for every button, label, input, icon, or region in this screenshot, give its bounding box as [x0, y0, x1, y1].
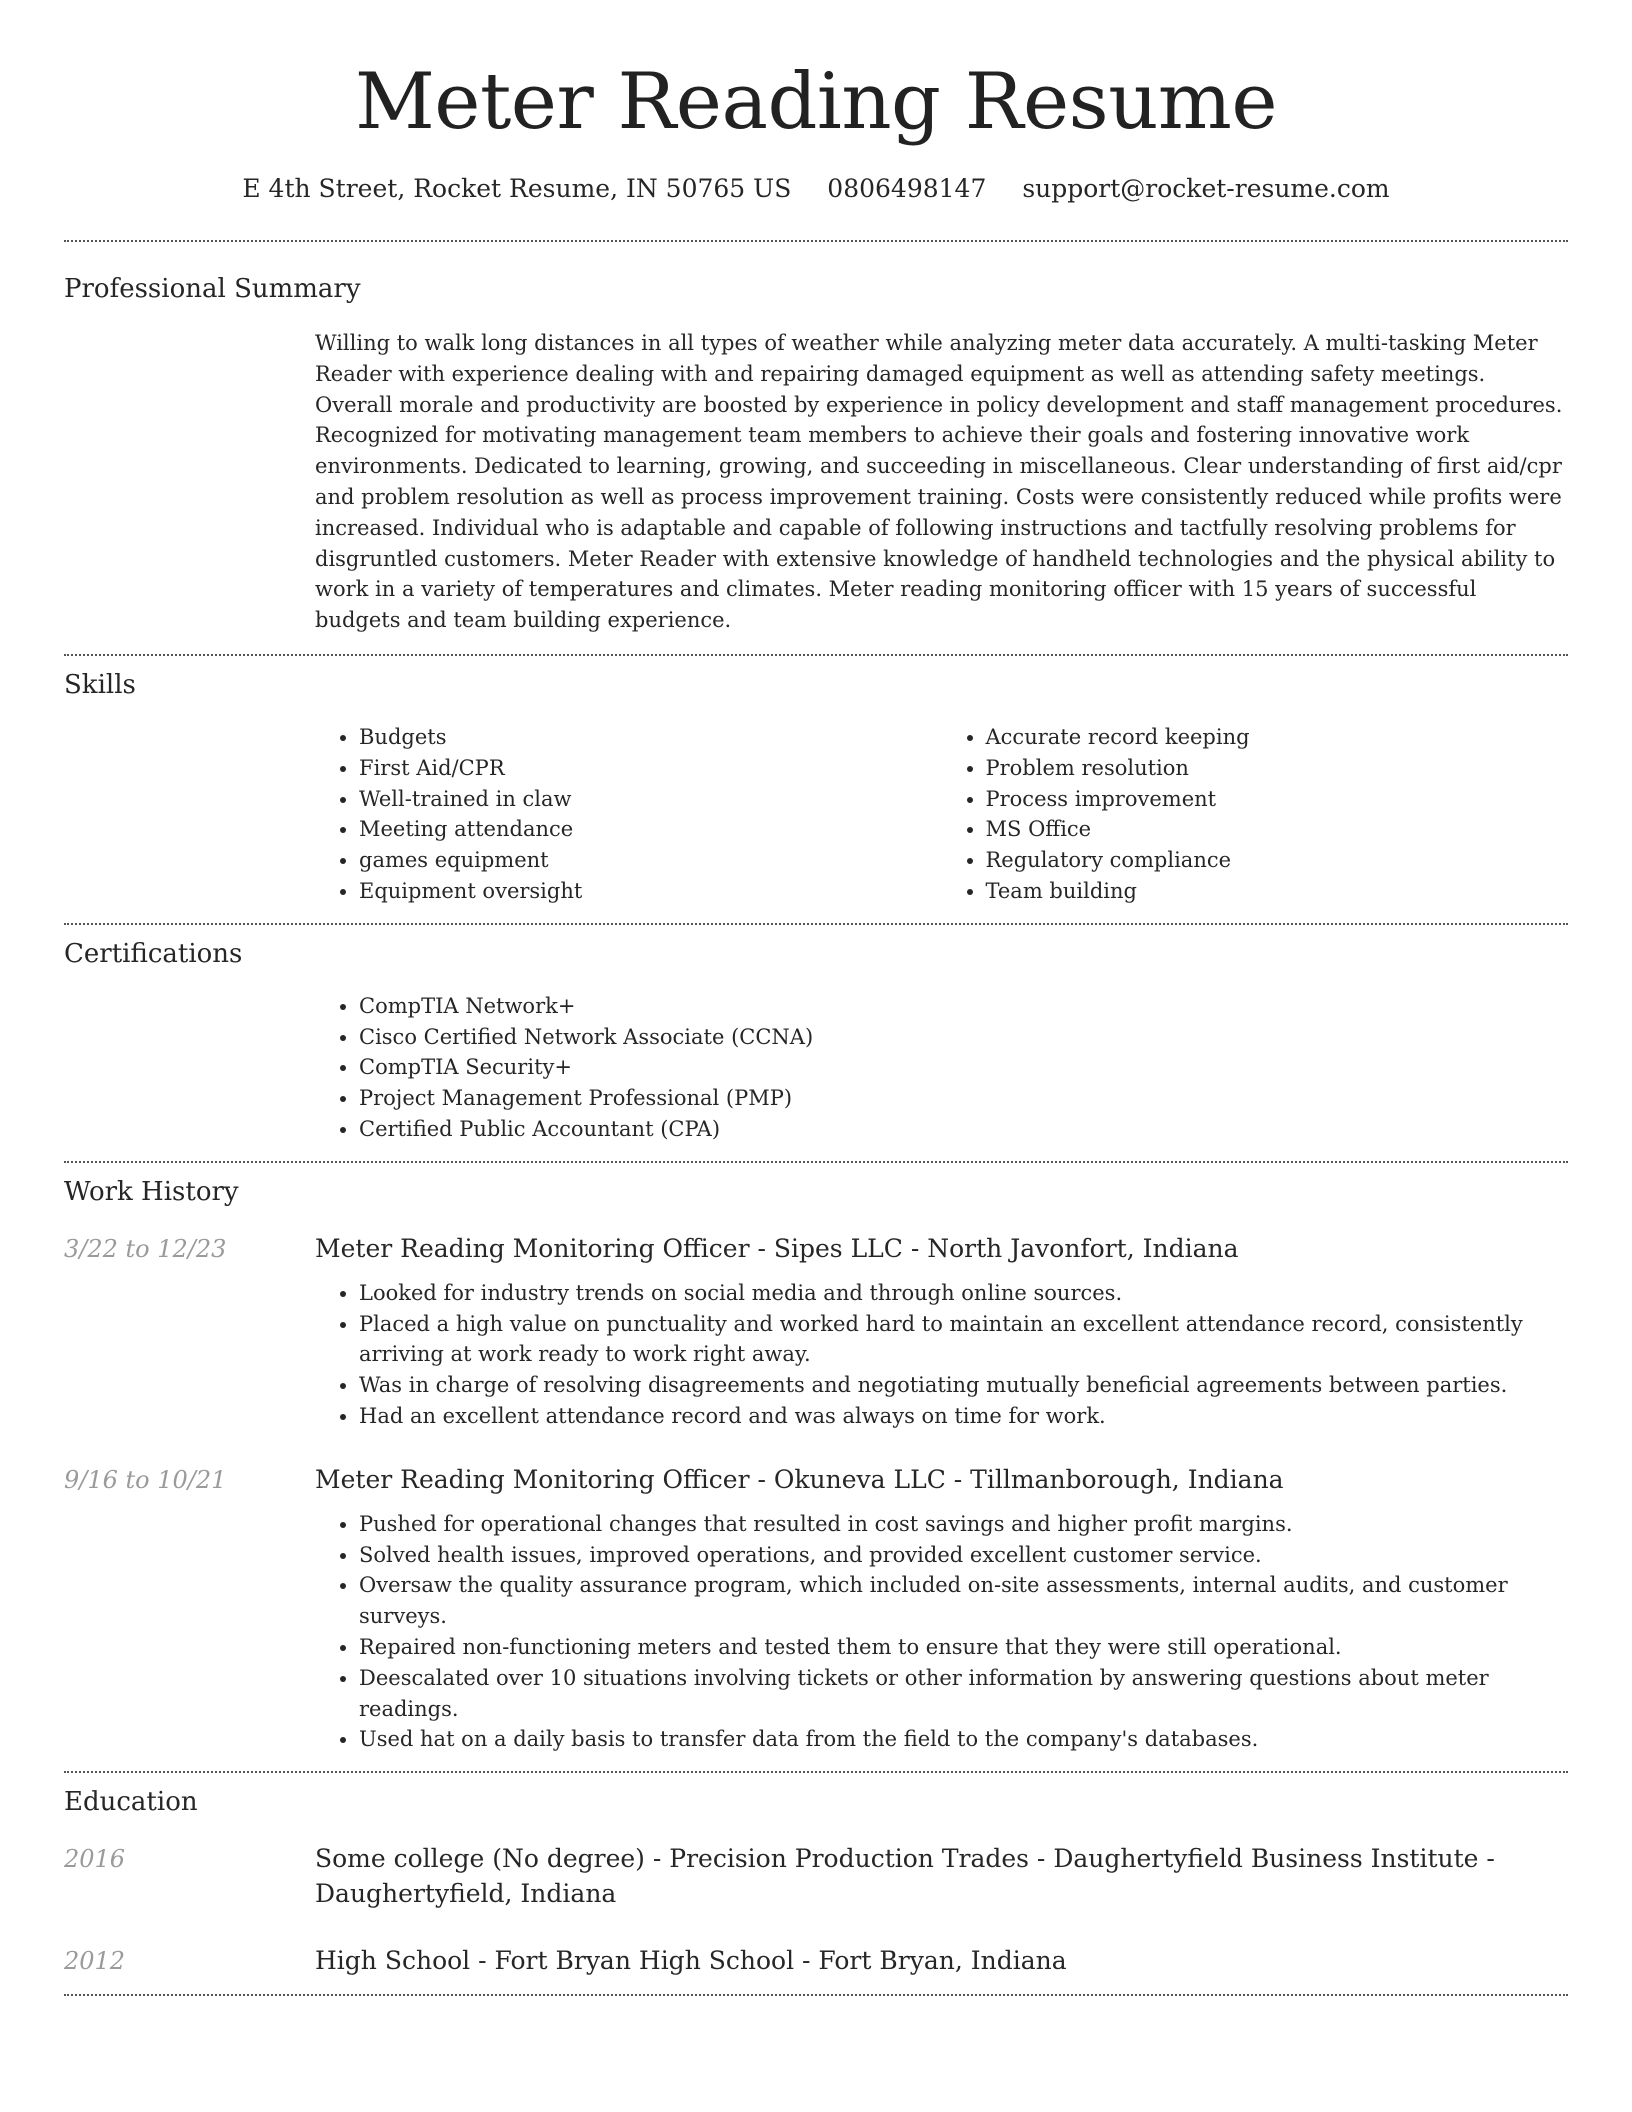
education-entry [64, 1943, 1568, 1994]
skill-item: • MS Office [986, 814, 1569, 845]
job-bullet: • Used hat on a daily basis to transfer data from the field to the company's databases. [359, 1724, 1568, 1755]
job-heading: Meter Reading Monitoring Officer - Okuneva LLC - Tillmanborough, Indiana [315, 1464, 1284, 1494]
skill-item: • Equipment oversight [359, 876, 942, 907]
skills-section [64, 656, 1568, 923]
job-bullet: • Pushed for operational changes that resulted in cost savings and higher profit margins. [359, 1509, 1568, 1540]
skill-item: • games equipment [359, 845, 942, 876]
job-bullet: • Solved health issues, improved operations, and provided excellent customer service. [359, 1540, 1568, 1571]
job-bullet: • Was in charge of resolving disagreements and negotiating mutually beneficial agreements between parties. [359, 1370, 1568, 1401]
job-entry [64, 1462, 1568, 1771]
job-dates: 3/22 to 12/23 [64, 1234, 227, 1263]
education-year: 2016 [64, 1845, 126, 1874]
skill-item: • Accurate record keeping [986, 722, 1569, 753]
education-heading: High School - Fort Bryan High School - Fort Bryan, Indiana [315, 1946, 1067, 1976]
work-history-section [64, 1163, 1568, 1771]
skill-item: • Budgets [359, 722, 942, 753]
job-bullet: • Repaired non-functioning meters and tested them to ensure that they were still operational. [359, 1632, 1568, 1663]
certification-item: • Certified Public Accountant (CPA) [359, 1114, 1568, 1145]
job-bullet: • Looked for industry trends on social media and through online sources. [359, 1278, 1568, 1309]
skill-item: • Team building [986, 876, 1569, 907]
job-bullets [315, 1509, 1568, 1755]
skill-item: • Meeting attendance [359, 814, 942, 845]
certification-item: • CompTIA Security+ [359, 1052, 1568, 1083]
skills-list-left [315, 722, 942, 907]
certification-item: • Cisco Certified Network Associate (CCNA) [359, 1022, 1568, 1053]
education-year: 2012 [64, 1947, 126, 1976]
resume-page [64, 0, 1568, 1996]
section-title-certifications: Certifications [64, 938, 243, 969]
section-title-skills: Skills [64, 669, 136, 700]
job-bullet: • Placed a high value on punctuality and worked hard to maintain an excellent attendance record, consistently arriving at work ready to work right away. [359, 1309, 1568, 1371]
job-dates: 9/16 to 10/21 [64, 1465, 227, 1494]
summary-section [64, 242, 1568, 654]
education-entry [64, 1841, 1568, 1911]
job-bullet: • Deescalated over 10 situations involving tickets or other information by answering questions about meter readings. [359, 1663, 1568, 1725]
certifications-section [64, 925, 1568, 1161]
certification-item: • CompTIA Network+ [359, 991, 1568, 1022]
job-bullets [315, 1278, 1568, 1432]
education-section [64, 1773, 1568, 1994]
education-heading: Some college (No degree) - Precision Production Trades - Daughertyfield Business Institute - Daughertyfield, Indiana [315, 1844, 1495, 1909]
skill-item: • Process improvement [986, 784, 1569, 815]
job-heading: Meter Reading Monitoring Officer - Sipes LLC - North Javonfort, Indiana [315, 1233, 1239, 1263]
job-bullet: • Had an excellent attendance record and was always on time for work. [359, 1401, 1568, 1432]
section-title-work-history: Work History [64, 1176, 239, 1207]
section-title-education: Education [64, 1787, 198, 1818]
summary-text: Willing to walk long distances in all types of weather while analyzing meter data accurately. A multi-tasking Meter Reader with experience dealing with and repairing damaged equipment as well as attending safety meetings. Overall morale and productivity are boosted by experience in policy development and staff management procedures. Recognized for motivating management team members to achieve their goals and fostering innovative work environments. Dedicated to learning, growing, and succeeding in miscellaneous. Clear understanding of first aid/cpr and problem resolution as well as process improvement training. Costs were consistently reduced while profits were increased. Individual who is adaptable and capable of following instructions and tactfully resolving problems for disgruntled customers. Meter Reader with extensive knowledge of handheld technologies and the physical ability to work in a variety of temperatures and climates. Meter reading monitoring officer with 15 years of successful budgets and team building experience. [315, 331, 1563, 633]
divider [64, 1994, 1568, 1996]
skill-item: • Problem resolution [986, 753, 1569, 784]
job-entry [64, 1231, 1568, 1432]
certifications-list [315, 991, 1568, 1145]
skills-list-right [942, 722, 1569, 907]
page-title: Meter Reading Resume [354, 57, 1278, 147]
phone-text: 0806498147 [827, 174, 987, 203]
certification-item: • Project Management Professional (PMP) [359, 1083, 1568, 1114]
skill-item: • Well-trained in claw [359, 784, 942, 815]
contact-line [64, 172, 1568, 206]
email-link[interactable]: support@rocket-resume.com [1022, 174, 1390, 203]
job-bullet: • Oversaw the quality assurance program, which included on-site assessments, internal audits, and customer surveys. [359, 1570, 1568, 1632]
skill-item: • First Aid/CPR [359, 753, 942, 784]
section-title-summary: Professional Summary [64, 274, 361, 304]
address-text: E 4th Street, Rocket Resume, IN 50765 US [242, 174, 792, 203]
skill-item: • Regulatory compliance [986, 845, 1569, 876]
resume-header [64, 52, 1568, 206]
